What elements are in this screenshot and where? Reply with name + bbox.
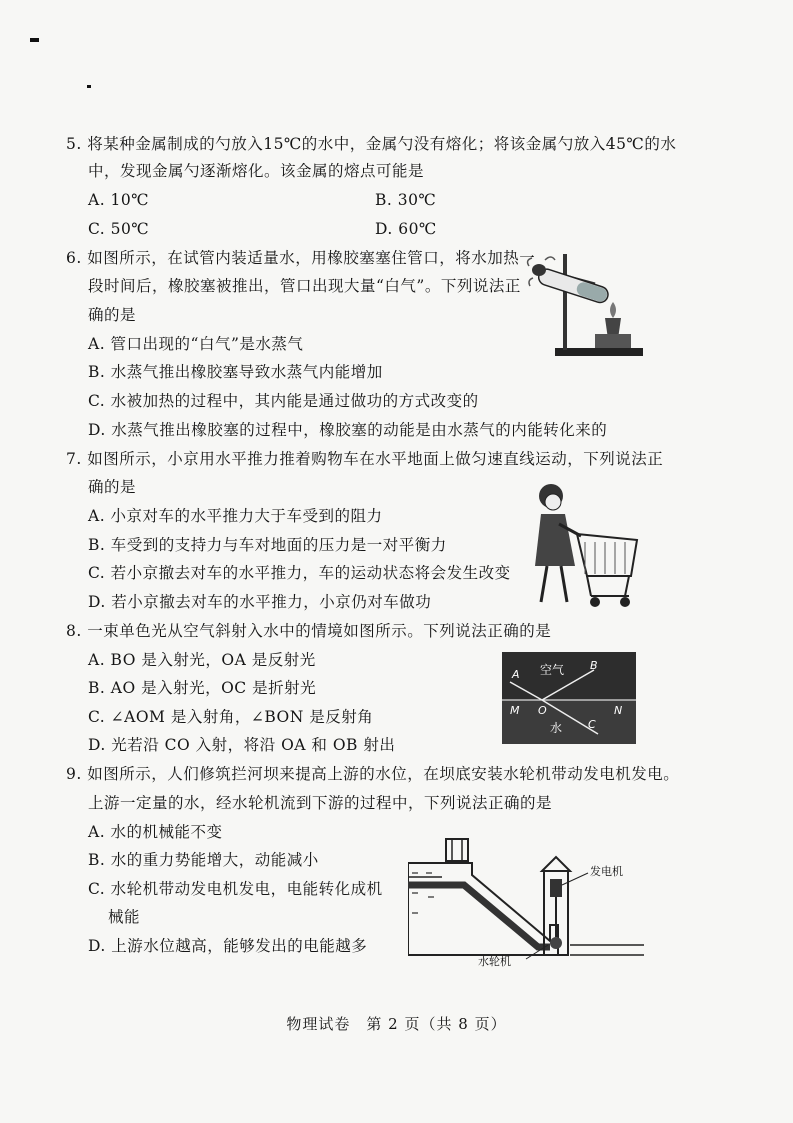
q6-stem-line2: 段时间后，橡胶塞被推出，管口出现大量“白气”。下列说法正 — [88, 277, 521, 295]
q6-option-b: B. 水蒸气推出橡胶塞导致水蒸气内能增加 — [88, 363, 383, 381]
label-water: 水 — [550, 721, 563, 735]
label-b: B — [590, 659, 598, 672]
dam-gate-house — [446, 839, 468, 861]
generator-pointer — [562, 873, 588, 885]
q7-option-d: D. 若小京撤去对车的水平推力，小京仍对车做功 — [88, 593, 432, 611]
q7-option-c: C. 若小京撤去对车的水平推力，车的运动状态将会发生改变 — [88, 564, 511, 582]
q5-stem-line1: 5. 将某种金属制成的勺放入15℃的水中，金属勺没有熔化；将该金属勺放入45℃的水 — [66, 135, 677, 153]
q9-option-d: D. 上游水位越高，能够发出的电能越多 — [88, 937, 368, 955]
downstream-water — [570, 945, 644, 955]
q6-stem-line1: 6. 如图所示，在试管内装适量水，用橡胶塞塞住管口，将水加热一 — [66, 249, 536, 267]
label-m: M — [510, 704, 520, 717]
cart-wheel — [620, 597, 630, 607]
q8-option-b: B. AO 是入射光，OC 是折射光 — [88, 679, 317, 697]
q7-stem-line1: 7. 如图所示，小京用水平推力推着购物车在水平地面上做匀速直线运动，下列说法正 — [66, 450, 664, 468]
flame — [610, 302, 616, 318]
q8-figure-refraction — [502, 652, 636, 744]
q6-option-a: A. 管口出现的“白气”是水蒸气 — [88, 335, 304, 353]
q9-stem-line2: 上游一定量的水，经水轮机流到下游的过程中，下列说法正确的是 — [88, 794, 553, 812]
label-c: C — [588, 718, 596, 731]
stand-base — [555, 348, 643, 356]
leg-front — [561, 566, 567, 602]
q5-stem-line2: 中，发现金属勺逐渐熔化。该金属的熔点可能是 — [88, 162, 425, 180]
q9-option-c-cont: 械能 — [108, 908, 141, 926]
q8-option-d: D. 光若沿 CO 入射，将沿 OA 和 OB 射出 — [88, 736, 396, 754]
leg-back — [541, 566, 547, 602]
scan-mark — [30, 38, 39, 42]
q9-stem-line1: 9. 如图所示，人们修筑拦河坝来提高上游的水位，在坝底安装水轮机带动发电机发电。 — [66, 765, 680, 783]
q5-option-c: C. 50℃ — [88, 220, 150, 238]
generator-box — [550, 879, 562, 897]
q6-figure-test-tube — [525, 248, 645, 360]
q8-stem: 8. 一束单色光从空气斜射入水中的情境如图所示。下列说法正确的是 — [66, 622, 552, 640]
turbine-wheel — [550, 937, 562, 949]
q5-option-d: D. 60℃ — [375, 220, 437, 238]
water-channel — [408, 885, 550, 947]
q9-option-a: A. 水的机械能不变 — [88, 823, 223, 841]
label-air: 空气 — [540, 663, 565, 677]
q7-option-b: B. 车受到的支持力与车对地面的压力是一对平衡力 — [88, 536, 447, 554]
label-a: A — [512, 668, 520, 681]
test-tube — [537, 267, 610, 304]
q8-option-a: A. BO 是入射光，OA 是反射光 — [88, 651, 316, 669]
scan-dot — [87, 85, 91, 88]
lamp-block — [595, 334, 631, 348]
q6-stem-line3: 确的是 — [88, 306, 137, 324]
label-turbine: 水轮机 — [478, 955, 511, 968]
label-generator: 发电机 — [590, 865, 623, 878]
label-o: O — [538, 704, 547, 717]
q8-option-c: C. ∠AOM 是入射角，∠BON 是反射角 — [88, 708, 374, 726]
powerhouse-roof — [542, 857, 570, 871]
q7-stem-line2: 确的是 — [88, 478, 137, 496]
page-footer: 物理试卷 第 2 页（共 8 页） — [286, 1015, 507, 1033]
q5-option-b: B. 30℃ — [375, 191, 437, 209]
water-ripples — [412, 873, 434, 913]
q6-option-d: D. 水蒸气推出橡胶塞的过程中，橡胶塞的动能是由水蒸气的内能转化来的 — [88, 421, 608, 439]
q6-option-c: C. 水被加热的过程中，其内能是通过做功的方式改变的 — [88, 392, 479, 410]
q7-option-a: A. 小京对车的水平推力大于车受到的阻力 — [88, 507, 383, 525]
label-n: N — [614, 704, 623, 717]
rubber-stopper — [532, 264, 546, 276]
cart-wheel — [590, 597, 600, 607]
cart-basket — [577, 534, 637, 576]
stand-rod — [563, 254, 567, 350]
cart-grid — [585, 542, 625, 574]
face — [545, 494, 561, 510]
q9-figure-dam — [408, 833, 648, 973]
dress — [535, 514, 575, 566]
q5-option-a: A. 10℃ — [88, 191, 150, 209]
q9-option-c: C. 水轮机带动发电机发电，电能转化成机 — [88, 880, 383, 898]
q7-figure-shopping-cart — [525, 478, 640, 613]
q9-option-b: B. 水的重力势能增大，动能减小 — [88, 851, 319, 869]
